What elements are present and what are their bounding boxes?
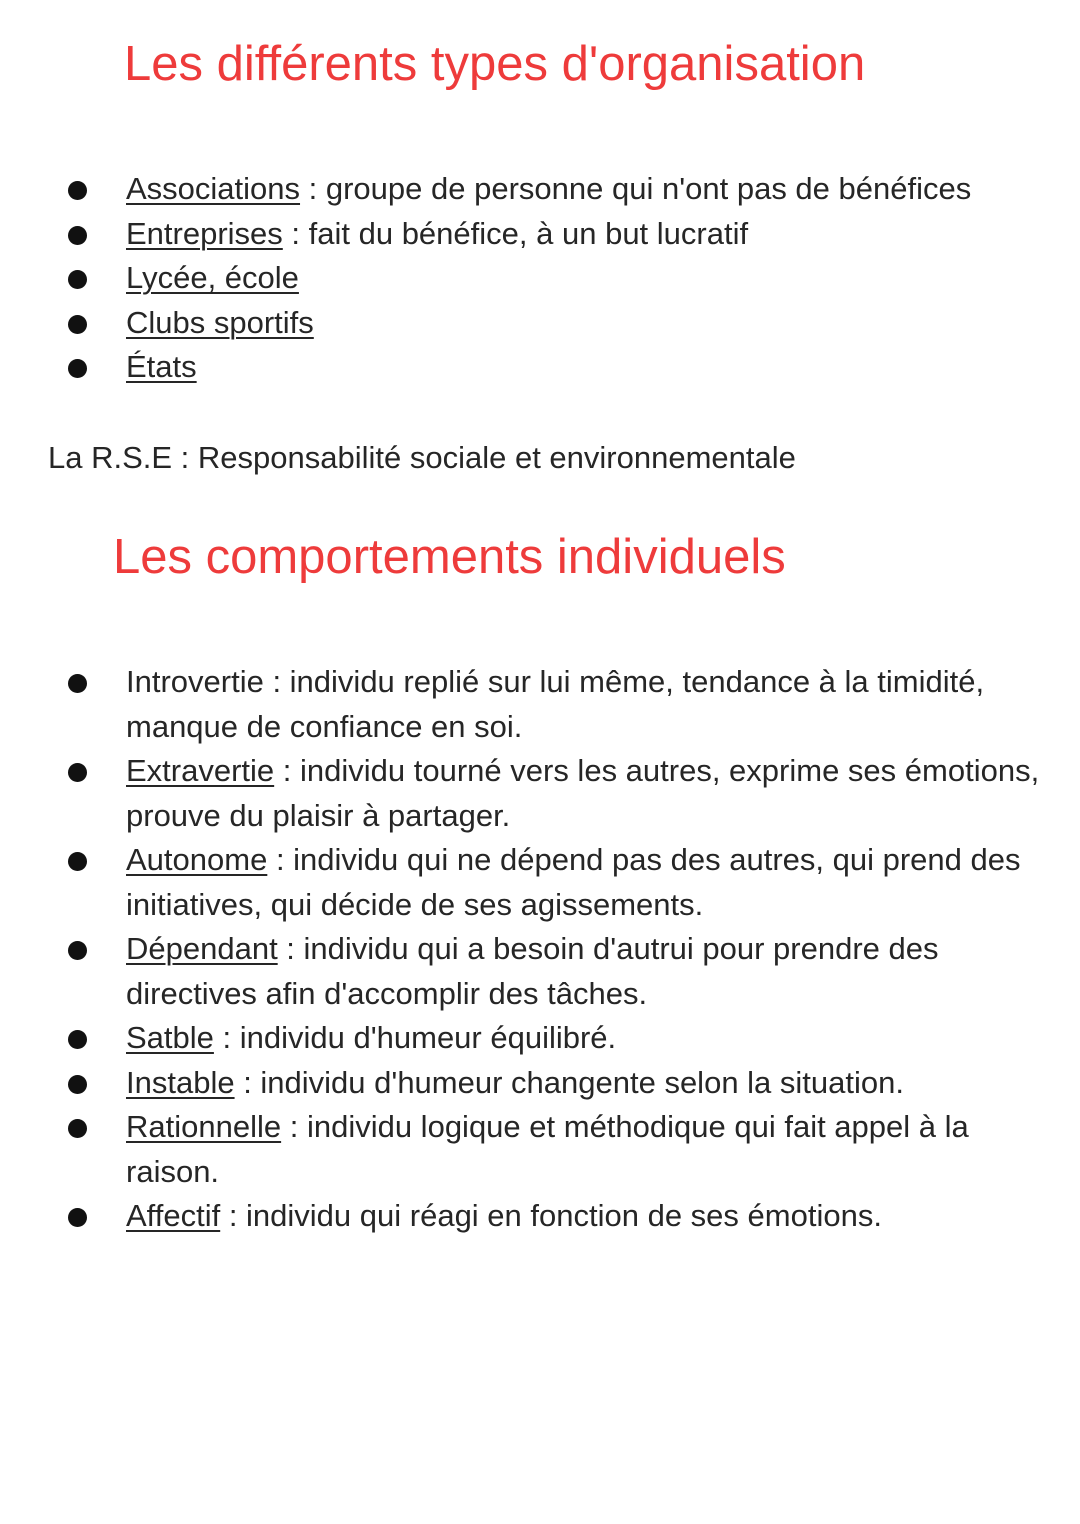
term: Lycée, école — [126, 260, 299, 295]
bullet-icon — [68, 359, 87, 378]
section-title-individual-behaviours: Les comportements individuels — [113, 530, 786, 584]
list-item — [0, 749, 1080, 838]
term: Dépendant — [126, 931, 278, 966]
definition: : individu qui réagi en fonction de ses émotions. — [220, 1198, 882, 1233]
list-item — [0, 1016, 1080, 1061]
list-item — [0, 1061, 1080, 1106]
list-item — [0, 301, 1080, 346]
term: Instable — [126, 1064, 235, 1100]
term: Rationnelle — [126, 1109, 282, 1144]
bullet-icon — [68, 941, 87, 960]
bullet-icon — [68, 181, 87, 200]
definition: : individu qui ne dépend pas des autres, qui prend des initiatives, qui décide de ses agissements. — [126, 842, 1021, 922]
definition: : individu tourné vers les autres, exprime ses émotions, prouve du plaisir à partager. — [126, 753, 1040, 833]
bullet-icon — [68, 226, 87, 245]
bullet-icon — [68, 1030, 87, 1049]
rse-note: La R.S.E : Responsabilité sociale et environnementale — [48, 440, 796, 475]
list-item — [0, 1105, 1080, 1194]
term: Affectif — [126, 1198, 221, 1233]
definition: : individu d'humeur changente selon la situation. — [234, 1064, 904, 1100]
term: États — [126, 349, 197, 384]
bullet-icon — [68, 1119, 87, 1138]
list-item — [0, 345, 1080, 390]
definition: : fait du bénéfice, à un but lucratif — [282, 215, 749, 251]
term: Entreprises — [126, 215, 283, 251]
behaviours-list — [0, 660, 1080, 1239]
definition: : individu d'humeur équilibré. — [213, 1020, 617, 1055]
definition: : groupe de personne qui n'ont pas de bénéfices — [300, 171, 972, 206]
term: Clubs sportifs — [126, 304, 314, 340]
term: Associations — [126, 171, 301, 206]
section-title-organisation-types: Les différents types d'organisation — [124, 37, 866, 91]
bullet-icon — [68, 1208, 87, 1227]
bullet-icon — [68, 852, 87, 871]
term: Autonome — [126, 842, 268, 877]
definition: Introvertie : individu replié sur lui même, tendance à la timidité, manque de confiance en soi. — [126, 664, 985, 744]
term: Satble — [126, 1020, 214, 1055]
bullet-icon — [68, 315, 87, 334]
list-item — [0, 1194, 1080, 1239]
list-item — [0, 838, 1080, 927]
term: Extravertie — [126, 753, 275, 788]
list-item — [0, 927, 1080, 1016]
bullet-icon — [68, 674, 87, 693]
list-item — [0, 660, 1080, 749]
bullet-icon — [68, 763, 87, 782]
organisation-types-list — [0, 167, 1080, 390]
list-item — [0, 212, 1080, 257]
bullet-icon — [68, 270, 87, 289]
list-item — [0, 167, 1080, 212]
definition: : individu qui a besoin d'autrui pour prendre des directives afin d'accomplir des tâches. — [126, 931, 939, 1011]
list-item — [0, 256, 1080, 301]
definition: : individu logique et méthodique qui fait appel à la raison. — [126, 1109, 969, 1189]
bullet-icon — [68, 1075, 87, 1094]
